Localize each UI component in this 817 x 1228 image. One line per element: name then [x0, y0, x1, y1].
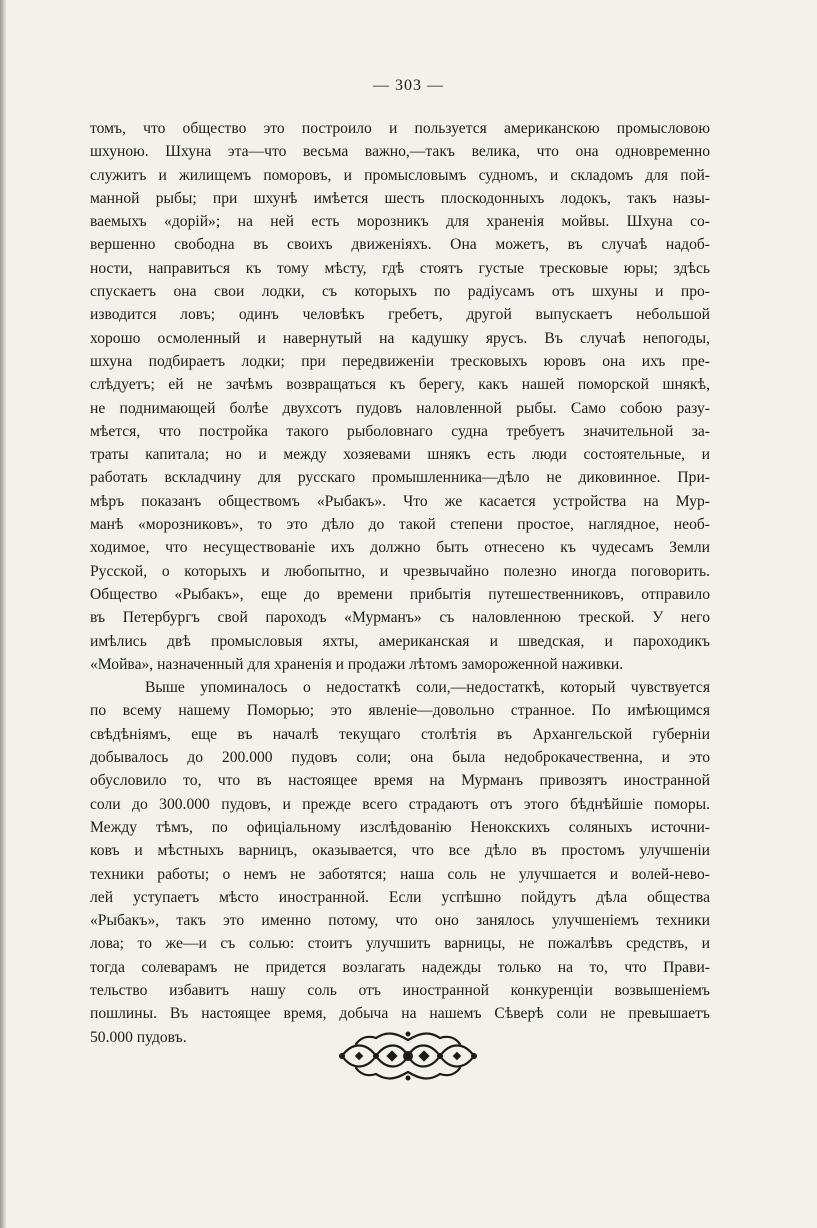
body-text [90, 117, 710, 1049]
text-line: соли до 300.000 пудовъ, и прежде всего страдаютъ отъ этого бѣднѣйшіе поморы. [90, 795, 710, 813]
page-number: — 303 — [373, 77, 444, 94]
text-line: Между тѣмъ, по офиціальному изслѣдованію Ненокскихъ соляныхъ источни- [90, 818, 710, 836]
text-line: свѣдѣніямъ, еще въ началѣ текущаго столѣтія въ Архангельской губерніи [90, 725, 710, 743]
text-line: ковъ и мѣстныхъ варницъ, оказывается, что все дѣло въ простомъ улучшеніи [90, 842, 710, 860]
text-line: не поднимающей болѣе двухсотъ пудовъ наловленной рыбы. Само собою разу- [90, 399, 710, 417]
text-line: тельство избавитъ нашу соль отъ иностранной конкуренціи возвышеніемъ [90, 981, 710, 999]
text-line: ходимое, что несуществованіе ихъ должно быть отнесено къ чудесамъ Земли [90, 539, 710, 557]
text-line: тогда солеварамъ не придется возлагать надежды только на то, что Прави- [90, 958, 710, 976]
text-line: шхуною. Шхуна эта—что весьма важно,—такъ велика, что она одновременно [90, 143, 710, 161]
text-line: слѣдуетъ; ей не зачѣмъ возвращаться къ берегу, какъ нашей поморской шнякѣ, [90, 376, 710, 394]
text-line: Общество «Рыбакъ», еще до времени прибытія путешественниковъ, отправило [90, 585, 710, 603]
text-line: ности, направиться къ тому мѣсту, гдѣ стоятъ густые тресковые юры; здѣсь [90, 259, 710, 277]
text-line: мѣръ показанъ обществомъ «Рыбакъ». Что же касается устройства на Мур- [90, 492, 710, 510]
text-line: ваемыхъ «дорій»; на ней есть морозникъ для храненія мойвы. Шхуна со- [90, 213, 710, 231]
paragraph-start-line: Выше упоминалось о недостаткѣ соли,—недостаткѣ, который чувствуется [145, 679, 710, 697]
text-line: техники работы; о немъ не заботятся; наша соль не улучшается и волей-нево- [90, 865, 710, 883]
text-line: мѣется, что постройка такого рыболовнаго судна требуетъ значительной за- [90, 422, 710, 440]
text-line: работать вскладчину для русскаго промышленника—дѣло не диковинное. При- [90, 469, 710, 487]
text-line: имѣлись двѣ промысловыя яхты, американская и шведская, и пароходикъ [90, 632, 710, 650]
text-line: по всему нашему Поморью; это явленіе—довольно странное. По имѣющимся [90, 702, 710, 720]
page-binding-edge [0, 0, 6, 1228]
text-line: Русской, о которыхъ и любопытно, и чрезвычайно полезно иногда поговорить. [90, 562, 710, 580]
text-line: пошлины. Въ настоящее время, добыча на нашемъ Сѣверѣ соли не превышаетъ [90, 1005, 710, 1023]
decorative-tailpiece-icon [336, 1026, 480, 1086]
text-line: «Рыбакъ», такъ это именно потому, что оно занялось улучшеніемъ техники [90, 912, 710, 930]
text-line: 50.000 пудовъ. [90, 1028, 187, 1046]
text-line: лова; то же—и съ солью: стоитъ улучшить варницы, не пожалѣвъ средствъ, и [90, 935, 710, 953]
text-line: хорошо осмоленный и навернутый на кадушку ярусъ. Въ случаѣ непогоды, [90, 329, 710, 347]
text-line: обусловило то, что въ настоящее время на Мурманъ привозятъ иностранной [90, 772, 710, 790]
text-line: манной рыбы; при шхунѣ имѣется шесть плоскодонныхъ лодокъ, такъ назы- [90, 189, 710, 207]
text-line: траты капитала; но и между хозяевами шнякъ есть люди состоятельные, и [90, 446, 710, 464]
text-line: шхуна подбираетъ лодки; при передвиженіи тресковыхъ юровъ она ихъ пре- [90, 352, 710, 370]
text-line: изводится ловъ; одинъ человѣкъ гребетъ, другой выпускаетъ небольшой [90, 306, 710, 324]
text-line: манѣ «морозниковъ», то это дѣло до такой степени простое, наглядное, необ- [90, 516, 710, 534]
text-line: вершенно свободна въ своихъ движеніяхъ. Она можетъ, въ случаѣ надоб- [90, 236, 710, 254]
text-line: томъ, что общество это построило и пользуется американскою промысловою [90, 120, 710, 137]
text-line: служитъ и жилищемъ поморовъ, и промысловымъ судномъ, и складомъ для пой- [90, 166, 710, 184]
text-line: добывалось до 200.000 пудовъ соли; она была недоброкачественна, и это [90, 749, 710, 767]
text-line: въ Петербургъ свой пароходъ «Мурманъ» съ наловленною треской. У него [90, 609, 710, 627]
text-line: спускаетъ она свои лодки, съ которыхъ по радіусамъ отъ шхуны и про- [90, 283, 710, 301]
text-line: лей уступаетъ мѣсто иностранной. Если успѣшно пойдутъ дѣла общества [90, 888, 710, 906]
text-line: «Мойва», назначенный для храненія и продажи лѣтомъ замороженной наживки. [90, 655, 624, 673]
